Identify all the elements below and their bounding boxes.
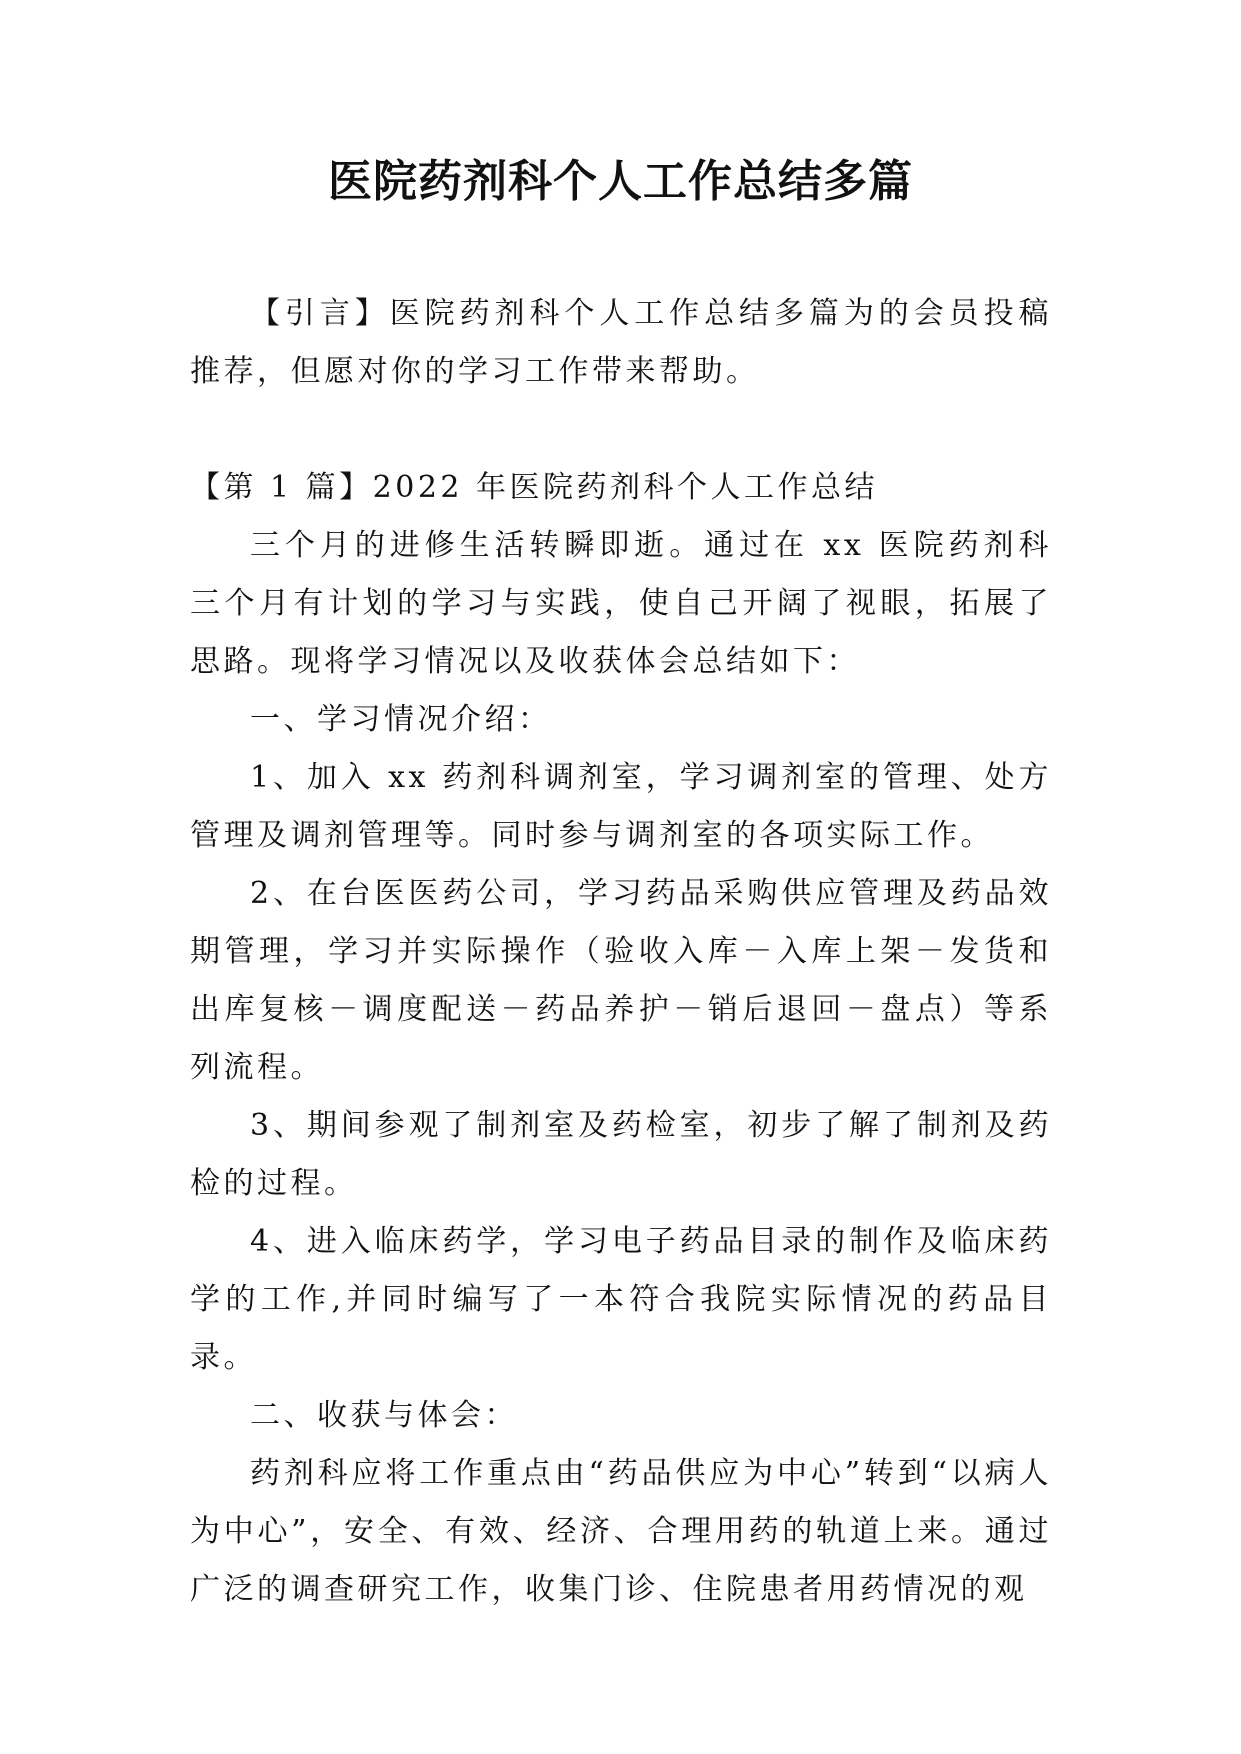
body-paragraph: 2、在台医医药公司，学习药品采购供应管理及药品效期管理，学习并实际操作（验收入库－入库上架－发货和出库复核－调度配送－药品养护－销后退回－盘点）等系列流程。 [190, 876, 1052, 1085]
body-paragraph: 3、期间参观了制剂室及药检室，初步了解了制剂及药检的过程。 [190, 1108, 1052, 1201]
intro-paragraph: 【引言】医院药剂科个人工作总结多篇为的会员投稿推荐，但愿对你的学习工作带来帮助。 [190, 296, 1052, 389]
document-body [190, 285, 1052, 1619]
document-title: 医院药剂科个人工作总结多篇 [328, 156, 913, 207]
body-paragraph: 4、进入临床药学，学习电子药品目录的制作及临床药学的工作,并同时编写了一本符合我院实际情况的药品目录。 [190, 1224, 1052, 1375]
body-paragraph: 1、加入 xx 药剂科调剂室，学习调剂室的管理、处方管理及调剂管理等。同时参与调剂室的各项实际工作。 [190, 760, 1052, 853]
body-paragraph: 药剂科应将工作重点由“药品供应为中心”转到“以病人为中心”，安全、有效、经济、合理用药的轨道上来。通过广泛的调查研究工作，收集门诊、住院患者用药情况的观 [190, 1456, 1052, 1607]
section-heading: 【第 1 篇】2022 年医院药剂科个人工作总结 [190, 470, 879, 505]
body-paragraph: 三个月的进修生活转瞬即逝。通过在 xx 医院药剂科三个月有计划的学习与实践，使自己开阔了视眼，拓展了思路。现将学习情况以及收获体会总结如下： [190, 528, 1052, 679]
subheading-study-overview: 一、学习情况介绍： [250, 702, 552, 737]
subheading-gains: 二、收获与体会： [250, 1398, 518, 1433]
